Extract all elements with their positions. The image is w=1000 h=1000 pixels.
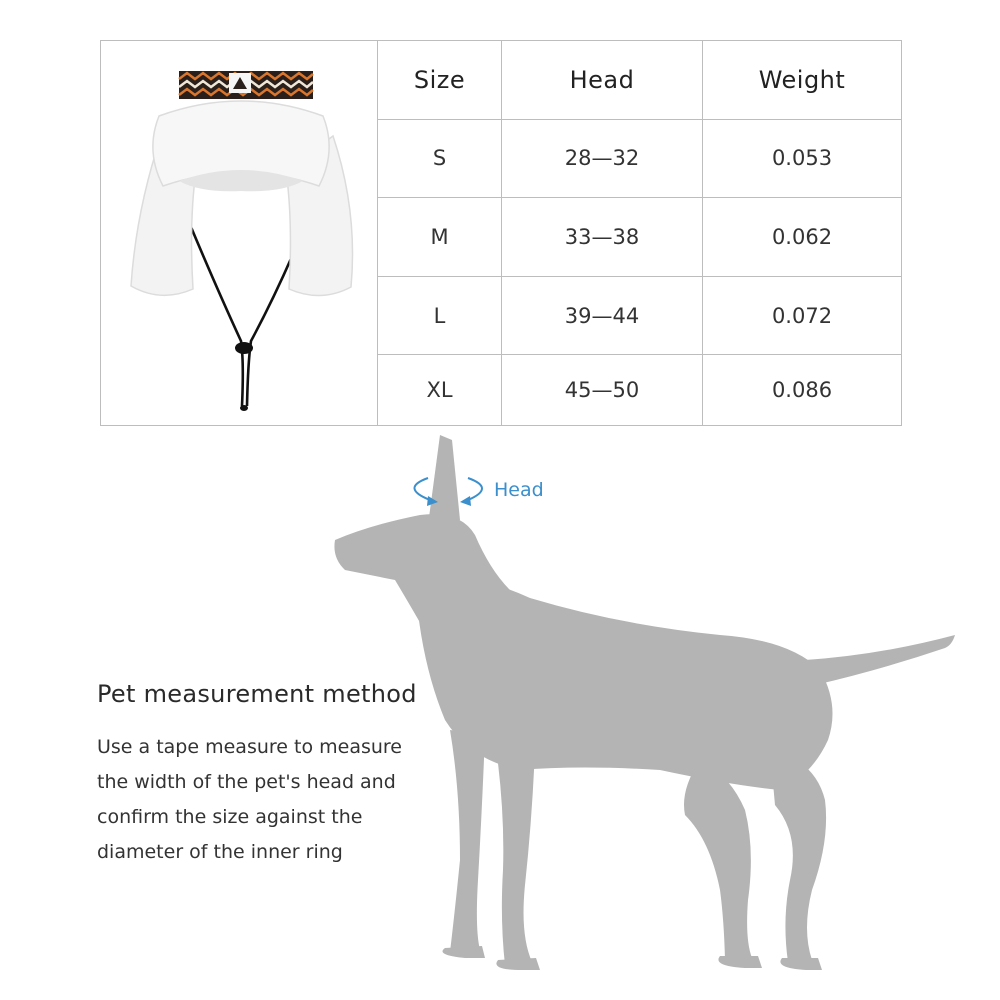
size-chart-table	[100, 40, 902, 426]
weight-cell: 0.062	[703, 197, 902, 277]
head-cell: 45—50	[502, 355, 703, 426]
measurement-instructions	[97, 730, 447, 870]
size-cell: M	[378, 197, 502, 277]
measurement-title: Pet measurement method	[97, 680, 417, 708]
head-cell: 33—38	[502, 197, 703, 277]
size-cell: S	[378, 119, 502, 197]
instruction-line: confirm the size against the	[97, 806, 363, 828]
size-cell: XL	[378, 355, 502, 426]
head-label: Head	[494, 479, 544, 501]
head-cell: 39—44	[502, 277, 703, 355]
weight-cell: 0.053	[703, 119, 902, 197]
table-header-row	[101, 41, 902, 120]
product-image-cell	[101, 41, 378, 426]
header-weight: Weight	[703, 41, 902, 120]
weight-cell: 0.086	[703, 355, 902, 426]
pet-hat-image	[101, 41, 377, 421]
weight-cell: 0.072	[703, 277, 902, 355]
dog-silhouette	[300, 430, 960, 990]
instruction-line: Use a tape measure to measure	[97, 736, 402, 758]
size-cell: L	[378, 277, 502, 355]
head-cell: 28—32	[502, 119, 703, 197]
header-size: Size	[378, 41, 502, 120]
header-head: Head	[502, 41, 703, 120]
instruction-line: the width of the pet's head and	[97, 771, 396, 793]
instruction-line: diameter of the inner ring	[97, 841, 343, 863]
